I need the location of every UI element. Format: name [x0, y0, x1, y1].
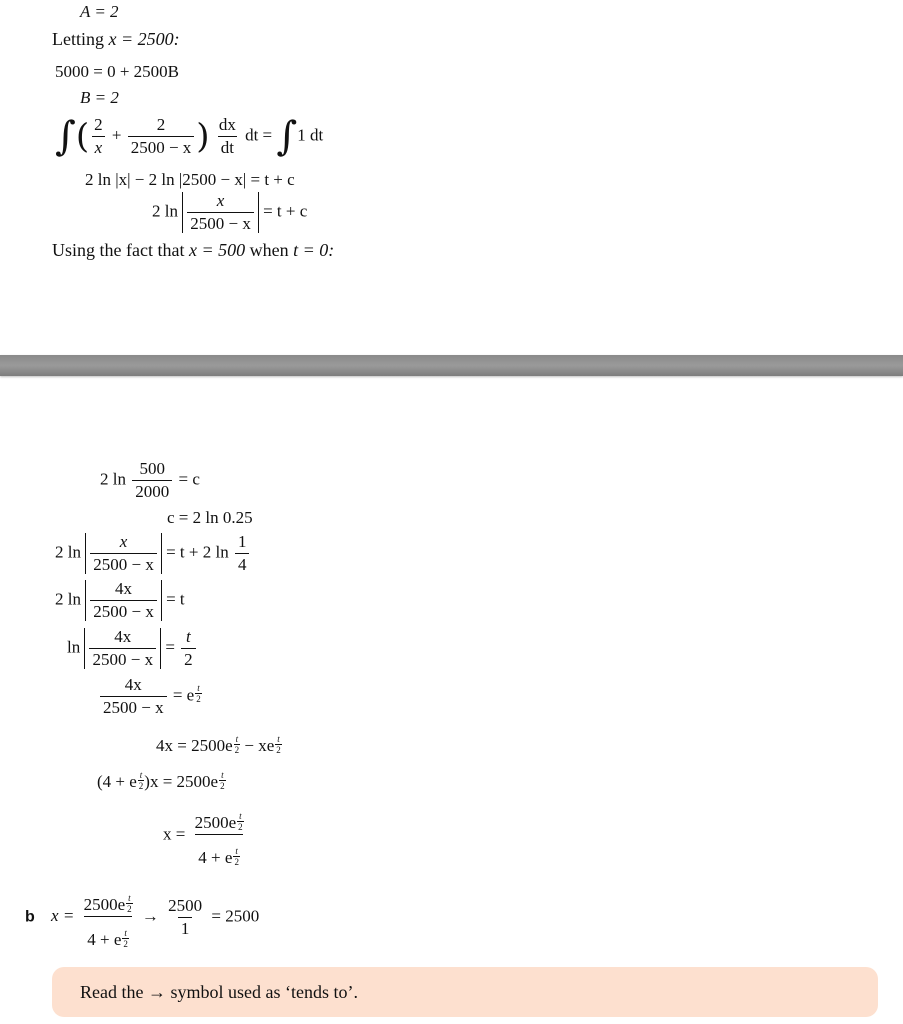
numerator: 2: [156, 115, 166, 134]
exp-denominator: 2: [234, 857, 239, 867]
exp-denominator: 2: [127, 904, 132, 914]
numerator: 2: [94, 115, 103, 134]
denominator: 2500 − x: [187, 212, 254, 233]
exp-numerator: t: [235, 734, 239, 744]
using-x: x = 500: [188, 240, 246, 260]
exp-numerator: t: [277, 734, 280, 744]
exp-numerator: t: [139, 770, 143, 780]
letting-text: Letting: [52, 29, 109, 49]
exponent-t-over-2: [122, 929, 129, 948]
numerator: t: [186, 627, 191, 646]
step3-line: [67, 628, 198, 669]
ln-prefix: 2 ln: [152, 201, 178, 221]
c-definition-line: [100, 460, 200, 501]
rhs: = c: [178, 469, 200, 489]
absolute-value: [85, 533, 162, 574]
fraction: [90, 533, 157, 574]
lhs: x =: [51, 906, 75, 926]
numerator: dx: [218, 115, 236, 134]
part-b-line: [25, 886, 259, 949]
exp-denominator: 2: [123, 939, 128, 949]
exp-numerator: t: [128, 893, 131, 903]
denominator: 4: [235, 553, 250, 574]
step2-line: [55, 580, 185, 621]
exp-numerator: t: [197, 683, 200, 694]
numerator: 1: [237, 532, 247, 551]
using-text: Using the fact that: [52, 240, 189, 260]
using-t: t = 0:: [293, 240, 335, 260]
fraction-1-over-4: [235, 533, 250, 574]
integral-sign: ∫: [55, 113, 76, 160]
fraction-dx-dt: [216, 116, 239, 157]
numerator: x: [119, 532, 128, 551]
eq-5000-line: 5000 = 0 + 2500B: [55, 62, 180, 81]
tip-note-text: Read the → symbol used as ‘tends to’.: [80, 982, 358, 1002]
ln-fraction-line: [152, 192, 307, 233]
plus-sign: +: [111, 125, 122, 145]
rhs: = t: [166, 589, 185, 609]
step1-line: [55, 533, 251, 574]
left-paren: (: [75, 116, 90, 157]
denominator: 2500 − x: [128, 136, 195, 157]
letting-expr: x = 2500:: [108, 29, 180, 49]
fraction: [90, 580, 157, 621]
denominator: 2500 − x: [90, 600, 157, 621]
numerator: 2500: [168, 896, 203, 915]
rhs-start: = t + 2 ln: [166, 542, 229, 562]
exponent-t-over-2: [126, 894, 133, 913]
fraction: [89, 628, 156, 669]
exp-denominator: 2: [276, 745, 281, 755]
numerator: x: [216, 191, 225, 210]
step7-line: [163, 804, 249, 867]
numerator-text: 2500e: [194, 813, 237, 832]
exp-denominator: 2: [234, 745, 240, 755]
absolute-value: [84, 628, 161, 669]
step5-line: [156, 735, 282, 756]
numerator: 4x: [114, 627, 132, 646]
lhs: 4x = 2500e: [156, 736, 233, 755]
fraction-2-over-2500-minus-x: [128, 116, 195, 157]
right-paren: ): [196, 116, 210, 157]
c-value-line: c = 2 ln 0.25: [167, 508, 253, 527]
step4-line: [98, 676, 202, 717]
integral-sign-rhs: ∫: [276, 113, 298, 160]
tends-to-arrow: →: [141, 906, 159, 926]
rhs: = t + c: [263, 201, 308, 221]
page-divider: [0, 355, 903, 376]
middle: )x = 2500e: [144, 772, 219, 791]
denominator: 2500 − x: [90, 553, 157, 574]
step6-line: [97, 771, 226, 792]
exponent-t-over-2: [237, 812, 244, 831]
denominator-text: 4 + e: [87, 930, 122, 949]
fraction-2500-over-1: [165, 897, 205, 938]
ln-prefix: 2 ln: [100, 469, 126, 489]
ln-prefix: ln: [67, 637, 81, 657]
ln-prefix: 2 ln: [55, 589, 81, 609]
fraction-t-over-2: [181, 628, 196, 669]
exp-denominator: 2: [220, 781, 225, 791]
numerator: 4x: [124, 675, 142, 694]
denominator: [84, 916, 132, 949]
denominator: 2: [181, 648, 196, 669]
lhs: x =: [163, 824, 186, 844]
exp-numerator: t: [239, 811, 242, 821]
numerator: 500: [139, 459, 165, 478]
denominator: 2500 − x: [100, 696, 167, 717]
ln-prefix: 2 ln: [55, 542, 81, 562]
exp-denominator: 2: [138, 781, 144, 791]
part-b-label: b: [25, 908, 35, 926]
middle: − xe: [240, 736, 275, 755]
fraction: [187, 192, 254, 233]
using-fact-line: [52, 240, 334, 260]
lhs: (4 + e: [97, 772, 137, 791]
exponent-t-over-2: [219, 771, 226, 790]
fraction-500-over-2000: [132, 460, 172, 501]
integral-line: [55, 113, 324, 160]
dt-equals: dt =: [240, 125, 273, 145]
denominator: x: [92, 136, 106, 157]
equals: =: [165, 637, 175, 657]
denominator: 1: [178, 917, 193, 938]
denominator: dt: [218, 136, 237, 157]
denominator-text: 4 + e: [198, 848, 233, 867]
exp-denominator: 2: [238, 822, 243, 832]
numerator: [192, 804, 247, 834]
fraction: [100, 676, 167, 717]
denominator: 2000: [132, 480, 172, 501]
a-equals-line: A = 2: [80, 2, 119, 21]
exponent-t-over-2: [233, 847, 240, 866]
absolute-value: [85, 580, 162, 621]
exp-numerator: t: [124, 928, 127, 938]
exp-numerator: t: [221, 770, 224, 780]
exponent-t-over-2: [275, 735, 282, 754]
numerator: [81, 886, 136, 916]
exponent-t-over-2: [195, 684, 202, 703]
fraction-2-over-x: [91, 116, 106, 157]
numerator-text: 2500e: [83, 895, 126, 914]
denominator: 2500 − x: [89, 648, 156, 669]
fraction: [192, 804, 247, 867]
exp-denominator: 2: [196, 694, 201, 705]
numerator: 4x: [115, 579, 133, 598]
rhs: = e: [172, 685, 195, 705]
using-when: when: [245, 240, 294, 260]
tip-note-box: [52, 967, 878, 1017]
absolute-value: [182, 192, 259, 233]
b-equals-line: B = 2: [80, 88, 119, 107]
denominator: [195, 834, 243, 867]
ln-difference-line: 2 ln |x| − 2 ln |2500 − x| = t + c: [85, 170, 295, 189]
integral-rhs: 1 dt: [297, 125, 324, 145]
result: = 2500: [211, 906, 260, 926]
exp-numerator: t: [235, 846, 238, 856]
fraction: [81, 886, 136, 949]
letting-line: [52, 29, 180, 49]
